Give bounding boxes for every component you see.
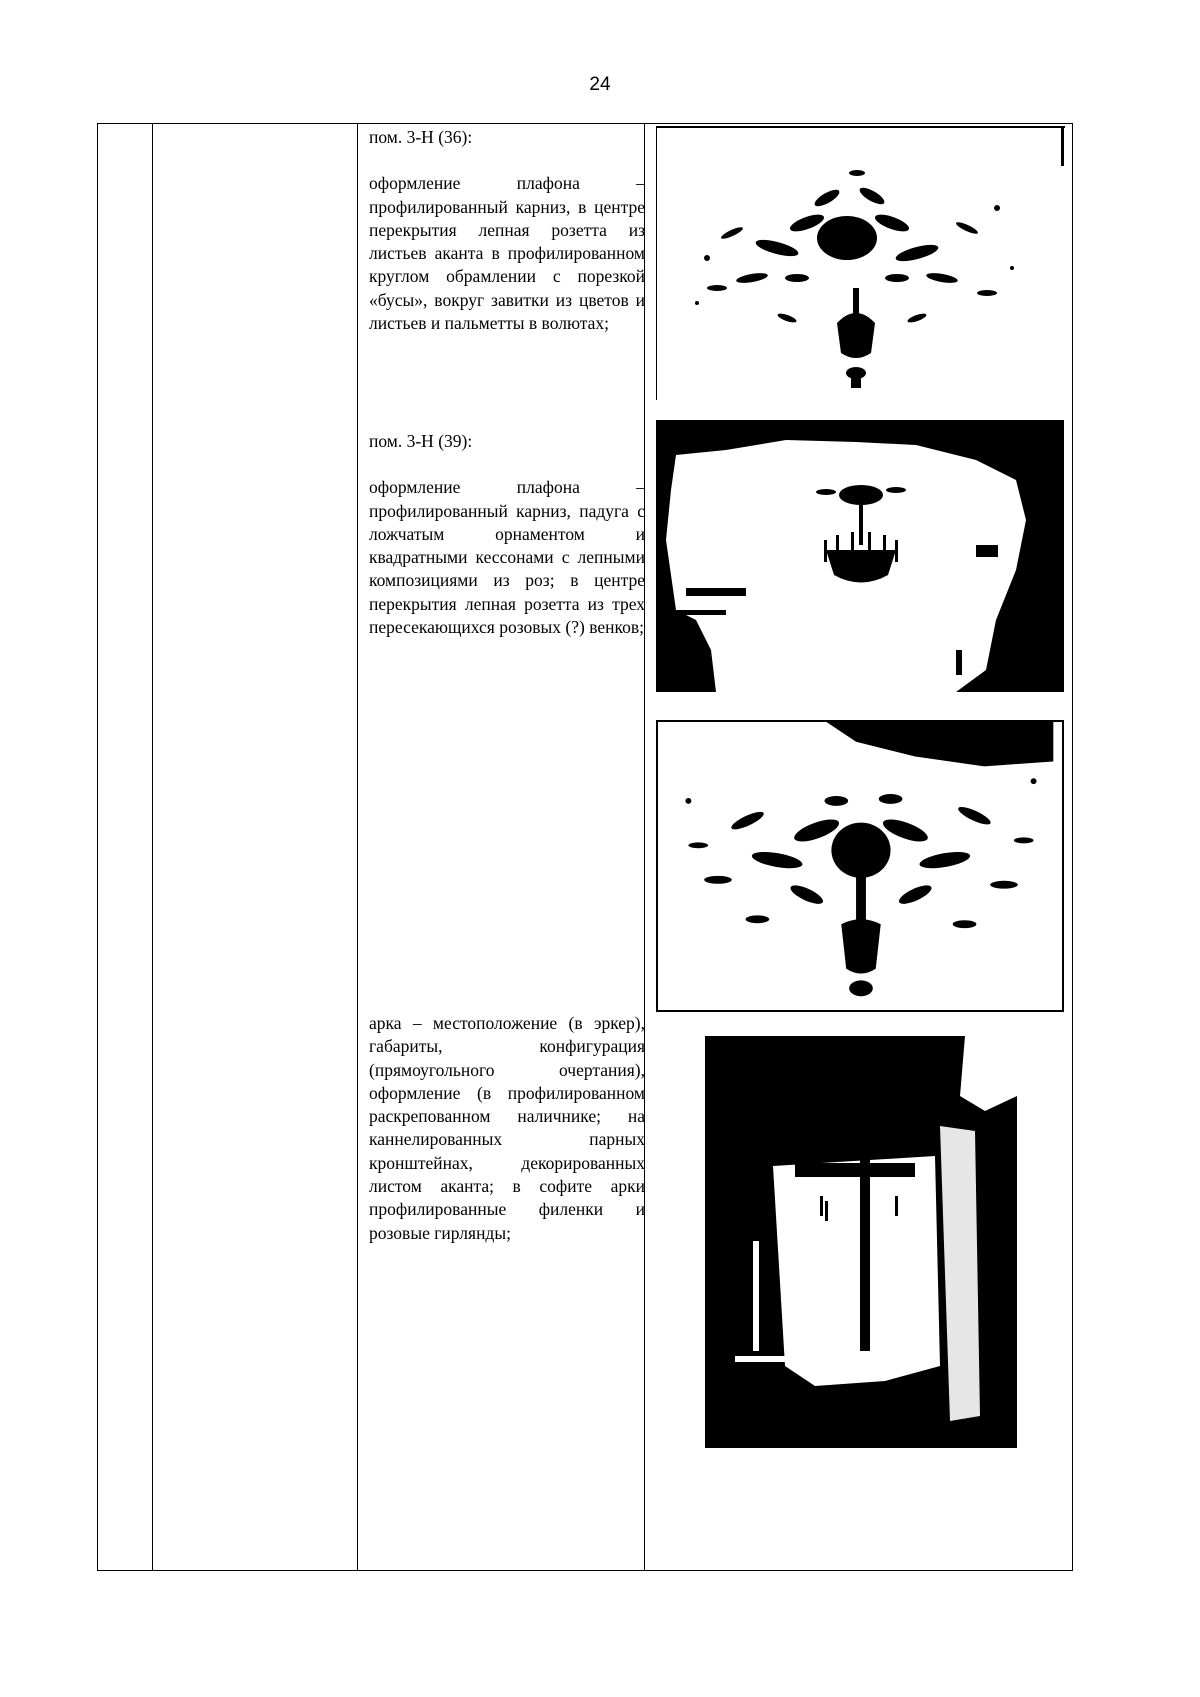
entry-description: оформление плафона – профилированный карниз, в центре перекрытия лепная розетта из листьев аканта в профилированном круглом обрамлении с порезкой «бусы», вокруг завитки из цветов и листьев и пальметты в волютах; (369, 173, 645, 334)
ceiling-rosette-photo (656, 126, 1065, 400)
column-divider (152, 124, 153, 1570)
entry-heading: пом. 3-Н (36): (369, 127, 473, 147)
ceiling-rosette-photo-image (657, 128, 1065, 400)
rosette-closeup-photo (656, 720, 1064, 1012)
page-number: 24 (589, 74, 611, 95)
arch-photo (705, 1036, 1017, 1448)
entry-description: арка – местоположение (в эркер), габариты, конфигурация (прямоугольного очертания), оформление (в профилированном раскрепованном наличнике; на каннелированных парных кронштейнах, декорированных листом аканта; в софите арки профилированные филенки и розовые гирлянды; (369, 1013, 645, 1243)
column-divider (357, 124, 358, 1570)
entry-39-text (369, 430, 645, 639)
entry-description: оформление плафона – профилированный карниз, падуга с ложчатым орнаментом и квадратными кессонами с лепными композициями из роз; в центре перекрытия лепная розетта из трех пересекающихся розовых (?) венков; (369, 477, 645, 638)
column-divider (644, 124, 645, 1570)
rosette-closeup-photo-image (658, 722, 1062, 1010)
ceiling-chandelier-photo-image (656, 420, 1064, 692)
arch-photo-image (705, 1036, 1017, 1448)
entry-36-text (369, 126, 645, 335)
entry-heading: пом. 3-Н (39): (369, 431, 473, 451)
arch-text (369, 1012, 645, 1245)
ceiling-chandelier-photo (656, 420, 1064, 692)
